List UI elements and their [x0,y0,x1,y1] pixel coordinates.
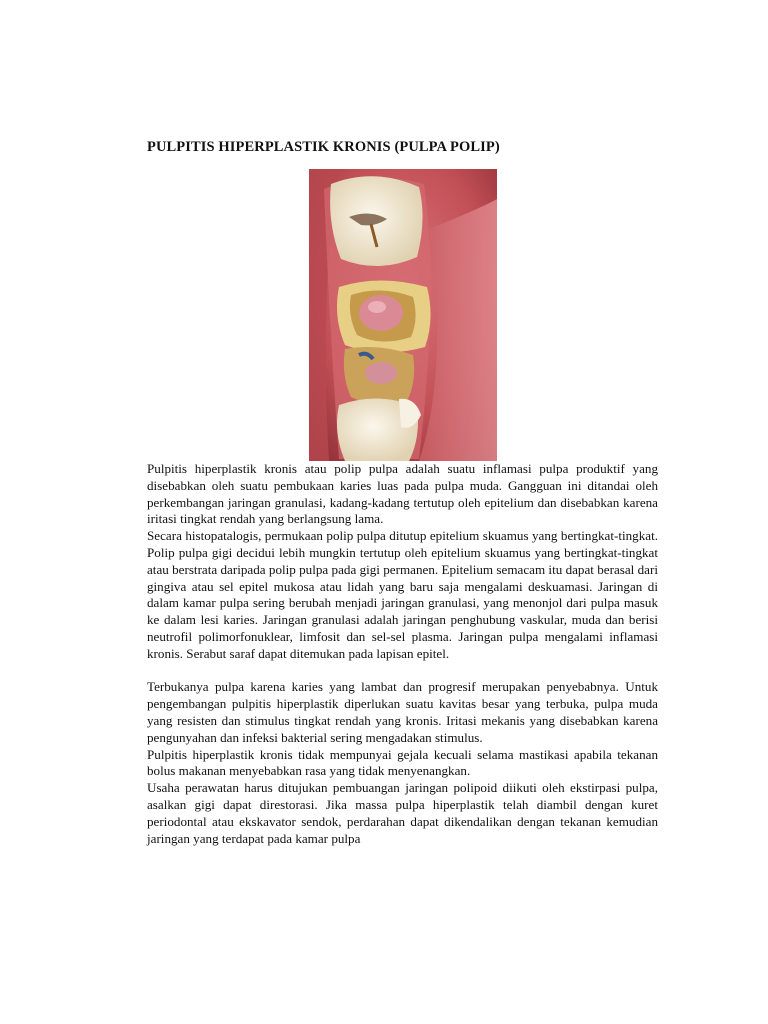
paragraph-symptoms: Pulpitis hiperplastik kronis tidak mempunyai gejala kecuali selama mastikasi apabila tekanan bolus makanan menyebabkan rasa yang tidak menyenangkan. [147,746,658,779]
paragraph-histopathology: Secara histopatalogis, permukaan polip pulpa ditutup epitelium skuamus yang bertingkat-tingkat. Polip pulpa gigi decidui lebih mungkin tertutup oleh epitelium skuamus yang bertingkat-tingkat atau berstrata daripada polip pulpa pada gigi permanen. Epitelium semacam itu dapat berasal dari gingiva atau sel epitel mukosa atau lidah yang baru saja mengalami deskuamasi. Jaringan di dalam kamar pulpa sering berubah menjadi jaringan granulasi, yang menonjol dari pulpa masuk ke dalam lesi karies. Jaringan granulasi adalah jaringan penghubung vaskular, muda dan berisi neutrofil polimorfonuklear, limfosit dan sel-sel plasma. Jaringan pulpa mengalami inflamasi kronis. Serabut saraf dapat ditemukan pada lapisan epitel. [147,528,658,661]
paragraph-definition: Pulpitis hiperplastik kronis atau polip pulpa adalah suatu inflamasi pulpa produktif yang disebabkan oleh suatu pembukaan karies luas pada pulpa muda. Gangguan ini ditandai oleh perkembangan jaringan granulasi, kadang-kadang tertutup oleh epitelium dan disebabkan karena iritasi tingkat rendah yang berlangsung lama. [147,461,658,527]
teeth-illustration [309,169,497,461]
paragraph-treatment: Usaha perawatan harus ditujukan pembuangan jaringan polipoid diikuti oleh ekstirpasi pulpa, asalkan gigi dapat direstorasi. Jika massa pulpa hiperplastik telah diambil dengan kuret periodontal atau ekskavator sendok, perdarahan dapat dikendalikan dengan tekanan kemudian jaringan yang terdapat pada kamar pulpa [147,780,658,846]
document-title: PULPITIS HIPERPLASTIK KRONIS (PULPA POLIP) [147,139,500,155]
paragraph-etiology: Terbukanya pulpa karena karies yang lambat dan progresif merupakan penyebabnya. Untuk pengembangan pulpitis hiperplastik diperlukan suatu kavitas besar yang terbuka, pulpa muda yang resisten dan stimulus tingkat rendah yang kronis. Iritasi mekanis yang disebabkan karena pengunyahan dan infeksi bakterial sering mengadakan stimulus. [147,679,658,745]
article-body [147,461,658,847]
intraoral-photo [309,169,497,461]
